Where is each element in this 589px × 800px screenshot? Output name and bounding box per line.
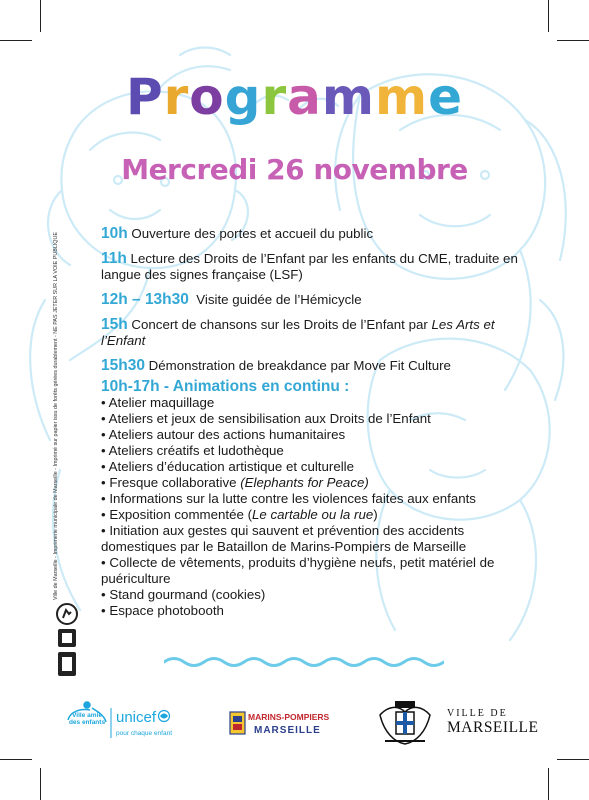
title-letter: a bbox=[287, 68, 322, 126]
event-description: Lecture des Droits de l’Enfant par les enfants du CME, traduite en langue des signes française (LSF) bbox=[101, 251, 518, 282]
event-time: 15h bbox=[101, 316, 128, 333]
title-letter: o bbox=[189, 68, 225, 126]
marseille-coat-of-arms bbox=[380, 701, 430, 744]
wave-divider bbox=[164, 655, 444, 669]
list-item: • Initiation aux gestes qui sauvent et prévention des accidents domestiques par le Bataillon de Marins-Pompiers de Marseille bbox=[101, 523, 521, 555]
title-letter: P bbox=[125, 68, 164, 126]
list-item: • Collecte de vêtements, produits d’hygiène neufs, petit matériel de puériculture bbox=[101, 555, 521, 587]
title-letter: m bbox=[321, 68, 375, 126]
triman-icon bbox=[58, 629, 76, 647]
event-description: Démonstration de breakdance par Move Fit Culture bbox=[144, 358, 451, 373]
unicef-globe-icon bbox=[159, 711, 170, 722]
unicef-tagline: pour chaque enfant bbox=[116, 730, 173, 737]
list-item: • Espace photobooth bbox=[101, 603, 521, 619]
list-item: • Ateliers créatifs et ludothèque bbox=[101, 443, 521, 459]
animations-title: 10h-17h - Animations en continu : bbox=[101, 378, 350, 395]
title-letter: r bbox=[163, 68, 190, 126]
list-item: • Ateliers et jeux de sensibilisation aux Droits de l’Enfant bbox=[101, 411, 521, 427]
list-item: • Exposition commentée (Le cartable ou la rue) bbox=[101, 507, 521, 523]
ville-de-label: VILLE DE bbox=[447, 708, 508, 719]
list-item: • Stand gourmand (cookies) bbox=[101, 587, 521, 603]
event-item bbox=[101, 358, 521, 374]
marseille-label: MARSEILLE bbox=[447, 719, 539, 736]
programme-title bbox=[0, 68, 589, 126]
event-item bbox=[101, 292, 521, 308]
animations-list bbox=[101, 395, 521, 619]
marins-pompiers-label: MARINS-POMPIERS bbox=[248, 712, 330, 722]
event-description: Ouverture des portes et accueil du public bbox=[127, 226, 374, 241]
event-item bbox=[101, 317, 521, 349]
event-performer: Les Arts et l’Enfant bbox=[101, 317, 495, 348]
programme-list bbox=[101, 226, 521, 619]
recycle-bin-icon bbox=[58, 652, 76, 676]
list-item: • Fresque collaborative (Elephants for Peace) bbox=[101, 475, 521, 491]
list-item: • Ateliers d’éducation artistique et culturelle bbox=[101, 459, 521, 475]
title-letter: r bbox=[261, 68, 288, 126]
ville-amie-des-enfants-label: Ville amie des enfants bbox=[68, 712, 106, 726]
event-date: Mercredi 26 novembre bbox=[121, 153, 468, 186]
list-item: • Atelier maquillage bbox=[101, 395, 521, 411]
do-not-litter-icon bbox=[57, 604, 77, 624]
title-letter: g bbox=[224, 68, 262, 126]
marins-pompiers-city: MARSEILLE bbox=[254, 725, 321, 736]
marins-pompiers-crest bbox=[230, 712, 245, 734]
event-item bbox=[101, 251, 521, 283]
event-description: Visite guidée de l’Hémicycle bbox=[188, 292, 362, 307]
print-legal-notice: Ville de Marseille - Imprimerie municipale de Marseille - Imprimé sur papier issu de forêts gérées durablement - NE PAS JETER SUR LA VOIE PUBLIQUE bbox=[53, 232, 59, 600]
list-item: • Informations sur la lutte contre les violences faites aux enfants bbox=[101, 491, 521, 507]
recycle-icons bbox=[55, 602, 79, 678]
event-item bbox=[101, 226, 521, 242]
list-item: • Ateliers autour des actions humanitaires bbox=[101, 427, 521, 443]
event-description: Concert de chansons sur les Droits de l’Enfant par bbox=[127, 317, 432, 332]
event-time: 10h bbox=[101, 225, 128, 242]
unicef-wordmark: unicef bbox=[116, 709, 157, 726]
title-letter: e bbox=[428, 68, 464, 126]
event-time: 12h – 13h30 bbox=[101, 291, 189, 308]
event-time: 15h30 bbox=[101, 357, 145, 374]
title-letter: m bbox=[374, 68, 429, 126]
event-time: 11h bbox=[101, 250, 127, 267]
